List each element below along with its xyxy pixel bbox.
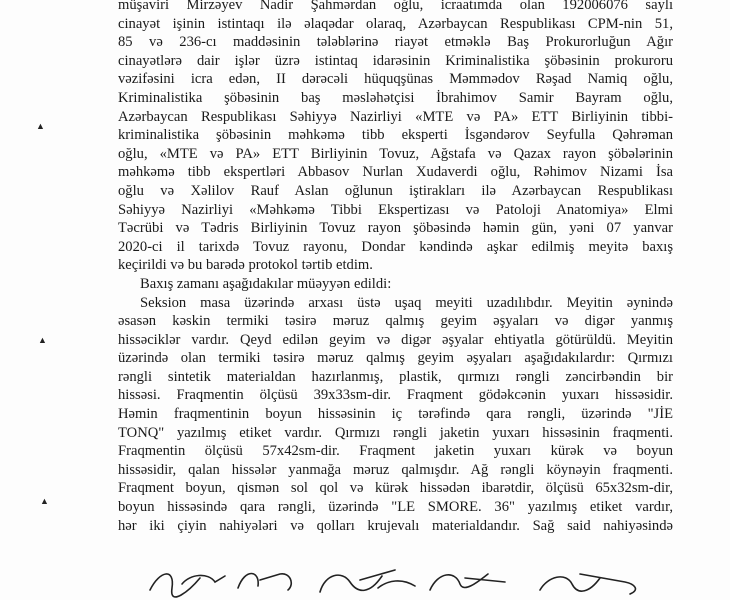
text-line: hissəsidir, qalan hissələr yanmağa məruz qalmışdır. Ağ rəngli köynəyin fraqmenti. — [118, 461, 673, 478]
text-line: Fraqment boyun, qismən sol qol və kürək hissədən ibarətdir, ölçüsü 65x32sm-dir, — [118, 480, 673, 497]
text-line: oğlu və Xəlilov Rauf Aslan oğlunun iştirakları ilə Azərbaycan Respublikası — [118, 182, 673, 199]
text-line: vəzifəsini icra edən, II dərəcəli hüquqşünas Məmmədov Rəşad Namiq oğlu, — [118, 71, 673, 88]
text-line: keçirildi və bu barədə protokol tərtib etdim. — [118, 257, 373, 274]
text-line: hissəciklər vardır. Qeyd edilən geyim və digər əşyalar ehtiyatla götürüldü. Meyitin — [118, 331, 673, 348]
text-line: hər iki çiyin nahiyələri və qolları krujevalı materialdandır. Sağ said nahiyəsində — [118, 517, 673, 534]
text-line: Baxış zamanı aşağıdakılar müəyyən edildi: — [140, 275, 392, 292]
text-line: Səhiyyə Nazirliyi «Məhkəmə Tibbi Ekspertizası və Patoloji Anatomiya» Elmi — [118, 201, 673, 218]
text-line: Azərbaycan Respublikası Səhiyyə Nazirliyi «MTE və PA» ETT Birliyinin tibbi- — [118, 108, 673, 125]
text-line: 2020-ci il tarixdə Tovuz rayonu, Dondar kəndində aşkar edilmiş meyitə baxış — [118, 238, 673, 255]
margin-mark-1: ▲ — [36, 121, 45, 131]
text-line: əsasən kəskin termiki təsirə məruz qalmış geyim əşyaları və digər yanmış — [118, 313, 673, 330]
margin-mark-3: ▲ — [40, 496, 49, 506]
text-line: hissəsi. Fraqmentin ölçüsü 39x33sm-dir. Fraqment gödəkcənin yuxarı hissəsidir. — [118, 387, 673, 404]
text-line: TONQ" yazılmış etiket vardır. Qırmızı rəngli jaketin yuxarı hissəsinin fraqmenti. — [118, 424, 673, 441]
text-line: cinayətlərə dair işlər üzrə istintaq idarəsinin Kriminalistika şöbəsinin prokuroru — [118, 52, 673, 69]
text-line: Fraqmentin ölçüsü 57x42sm-dir. Fraqment jaketin yuxarı kürək və boyun — [118, 443, 673, 460]
text-line: rəngli sintetik materialdan hazırlanmış, plastik, qırmızı rəngli zəncirbəndin bir — [118, 368, 673, 385]
text-line: məhkəmə tibb ekspertləri Abbasov Nurlan Xudaverdi oğlu, Rəhimov Nizami İsa — [118, 164, 673, 181]
text-line: Həmin fraqmentinin boyun hissəsinin iç tərəfində qara rəngli, üzərində "JİE — [118, 406, 673, 423]
text-line: müşaviri Mirzəyev Nadir Şahmərdan oğlu, icraatımda olan 192006076 saylı — [118, 0, 673, 13]
protocol-text — [118, 0, 673, 535]
text-line: Təcrübi və Tədris Birliyinin Tovuz rayon şöbəsində həmin gün, yəni 07 yanvar — [118, 220, 673, 237]
text-line: 85 və 236-cı maddəsinin tələblərinə riayət etməklə Baş Prokurorluğun Ağır — [118, 34, 673, 51]
text-line: üzərində olan termiki təsirə məruz qalmış geyim əşyaları aşağıdakılardır: Qırmızı — [118, 350, 673, 367]
text-line: Kriminalistika şöbəsinin baş məsləhətçisi İbrahimov Samir Bayram oğlu, — [118, 89, 673, 106]
signatures — [120, 560, 680, 600]
signature-strokes-icon — [120, 560, 680, 600]
text-line: Seksion masa üzərində arxası üstə uşaq meyiti uzadılıbdır. Meyitin əynində — [140, 294, 673, 311]
text-line: oğlu, «MTE və PA» ETT Birliyinin Tovuz, Ağstafa və Qazax rayon şöbələrinin — [118, 145, 673, 162]
text-line: boyun hissəsində qara rəngli, üzərində "LE SMORE. 36" yazılmış etiket vardır, — [118, 499, 673, 516]
text-line: kriminalistika şöbəsinin məhkəmə tibb eksperti İsgəndərov Seyfulla Qəhrəman — [118, 127, 673, 144]
margin-mark-2: ▲ — [38, 335, 47, 345]
text-line: cinayət işinin istintaqı ilə əlaqədar olaraq, Azərbaycan Respublikası CPM-nin 51, — [118, 15, 673, 32]
